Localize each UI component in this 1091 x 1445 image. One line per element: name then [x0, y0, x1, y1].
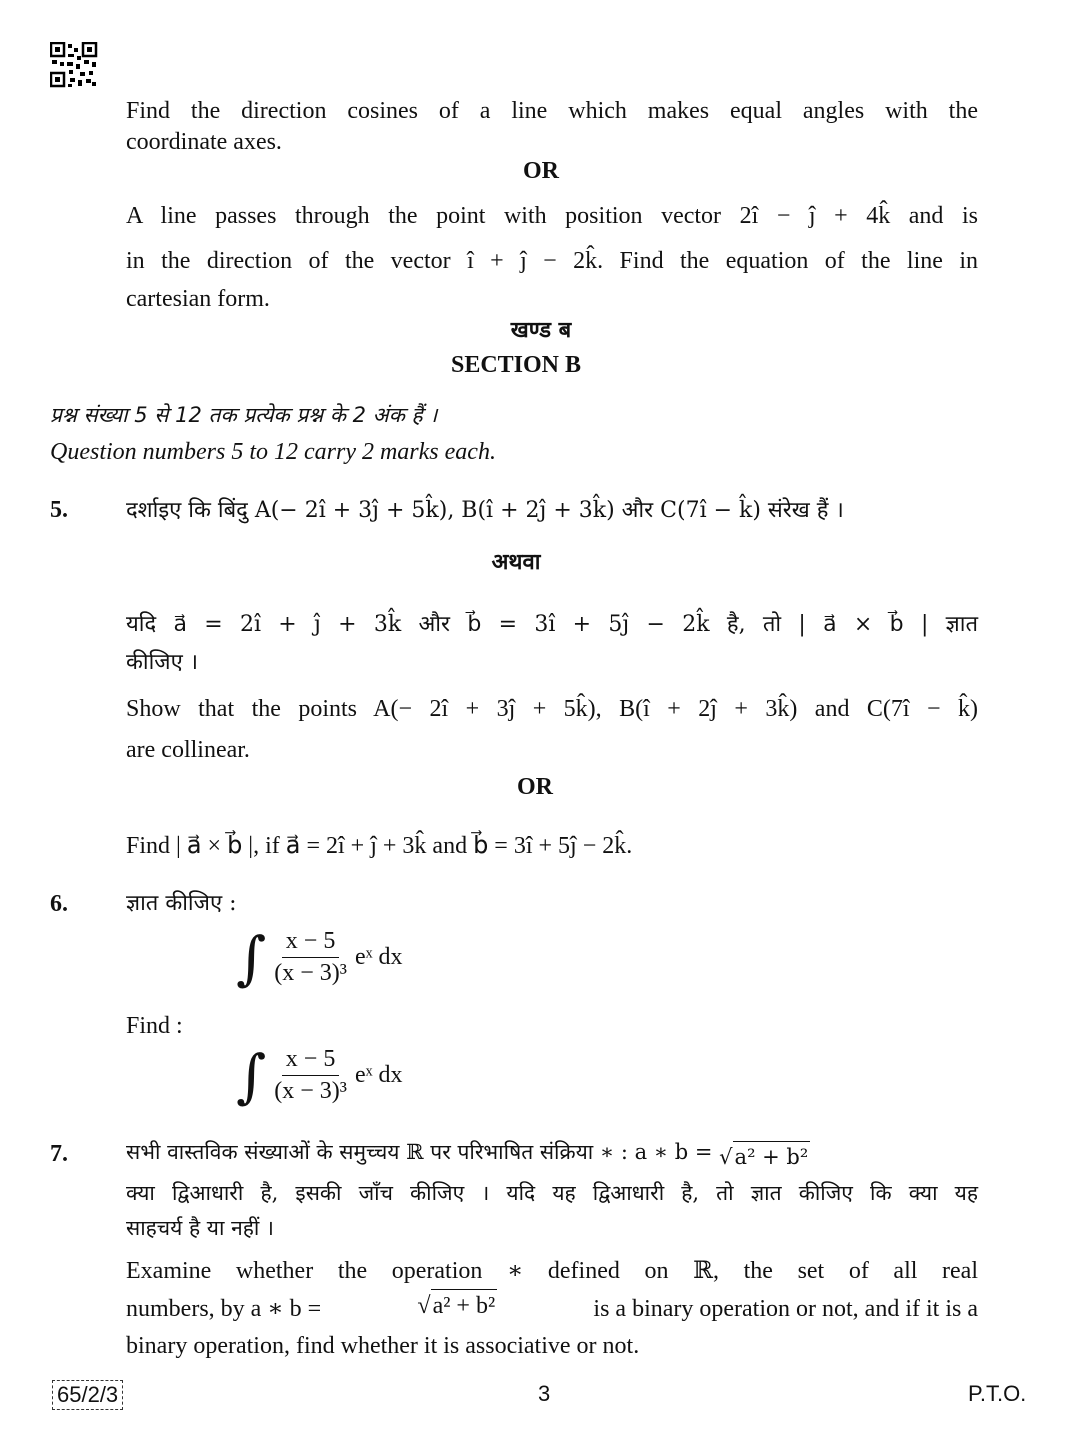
q6-prompt: Find : — [126, 1013, 183, 1039]
q6-integral — [236, 1041, 403, 1110]
sqrt-expression: a² + b² — [733, 1141, 811, 1169]
q7-hindi-line3: साहचर्य है या नहीं । — [126, 1216, 274, 1240]
section-title-hindi: खण्ड ब — [510, 318, 572, 343]
q7-text-line2 — [126, 1294, 978, 1325]
paper-code: 65/2/3 — [52, 1380, 123, 1410]
q4-alt-line3: cartesian form. — [126, 286, 270, 312]
question-number-5: 5. — [50, 497, 68, 523]
q7-hindi-line1-text: सभी वास्तविक संख्याओं के समुच्चय ℝ पर परिभाषित संक्रिया ∗ : a ∗ b = — [126, 1140, 713, 1164]
q7-text-line2-pre: numbers, by a ∗ b = — [126, 1296, 322, 1322]
pto-label: P.T.O. — [968, 1381, 1027, 1406]
q7-text-line2-post: is a binary operation or not, and if it is a — [593, 1296, 978, 1322]
question-number-7: 7. — [50, 1141, 68, 1167]
sqrt-expression: a² + b² — [431, 1289, 498, 1319]
q7-text-line3: binary operation, find whether it is associative or not. — [126, 1333, 640, 1359]
square-root: √a² + b² — [417, 1294, 497, 1325]
page-number: 3 — [538, 1381, 551, 1406]
denominator: (x − 3)³ — [274, 1078, 347, 1104]
q5-alt-hindi-line1: यदि a⃗ = 2î + ĵ + 3k̂ और b⃗ = 3î + 5ĵ − 2k̂ है, तो | a⃗ × b⃗ | ज्ञात — [126, 612, 978, 637]
q4-text-line2: coordinate axes. — [126, 129, 282, 155]
q4-or-heading: OR — [523, 158, 559, 184]
q5-text-hindi: दर्शाइए कि बिंदु A(− 2î + 3ĵ + 5k̂), B(î + 2ĵ + 3k̂) और C(7î − k̂) संरेख हैं । — [126, 498, 844, 523]
fraction — [270, 1046, 351, 1105]
q5-alt-hindi-line2: कीजिए । — [126, 650, 199, 675]
integral-sign: ∫ — [236, 1041, 267, 1110]
section-instruction-hindi: प्रश्न संख्या 5 से 12 तक प्रत्येक प्रश्न के 2 अंक हैं । — [50, 403, 438, 427]
q5-or-hindi: अथवा — [491, 550, 541, 575]
q5-text-line2: are collinear. — [126, 737, 250, 763]
q5-or-heading: OR — [517, 774, 553, 800]
integral-trailing: eˣ dx — [354, 1062, 403, 1088]
numerator: x − 5 — [282, 1046, 340, 1076]
denominator: (x − 3)³ — [274, 960, 347, 986]
q4-text-line1: Find the direction cosines of a line which makes equal angles with the — [126, 98, 978, 124]
q7-text-line1: Examine whether the operation ∗ defined on ℝ, the set of all real — [126, 1258, 978, 1284]
q4-alt-line2: in the direction of the vector î + ĵ − 2k̂. Find the equation of the line in — [126, 248, 978, 274]
q6-integral-hindi — [236, 923, 403, 992]
integral-trailing: eˣ dx — [354, 944, 403, 970]
qr-code-icon — [50, 42, 98, 88]
q5-text-line1: Show that the points A(− 2î + 3ĵ + 5k̂), B(î + 2ĵ + 3k̂) and C(7î − k̂) — [126, 696, 978, 722]
q7-hindi-line1 — [126, 1137, 986, 1168]
q4-alt-line1: A line passes through the point with position vector 2î − ĵ + 4k̂ and is — [126, 203, 978, 229]
section-title: SECTION B — [450, 352, 582, 378]
q7-hindi-line2: क्या द्विआधारी है, इसकी जाँच कीजिए । यदि यह द्विआधारी है, तो ज्ञात कीजिए कि क्या यह — [126, 1181, 978, 1205]
integral-sign: ∫ — [236, 923, 267, 992]
section-instruction: Question numbers 5 to 12 carry 2 marks each. — [50, 439, 496, 465]
fraction — [270, 928, 351, 987]
question-number-6: 6. — [50, 891, 68, 917]
square-root: √a² + b² — [719, 1147, 810, 1168]
q5-alt-text: Find | a⃗ × b⃗ |, if a⃗ = 2î + ĵ + 3k̂ and b⃗ = 3î + 5ĵ − 2k̂. — [126, 833, 633, 859]
numerator: x − 5 — [282, 928, 340, 958]
q6-prompt-hindi: ज्ञात कीजिए : — [126, 891, 237, 916]
